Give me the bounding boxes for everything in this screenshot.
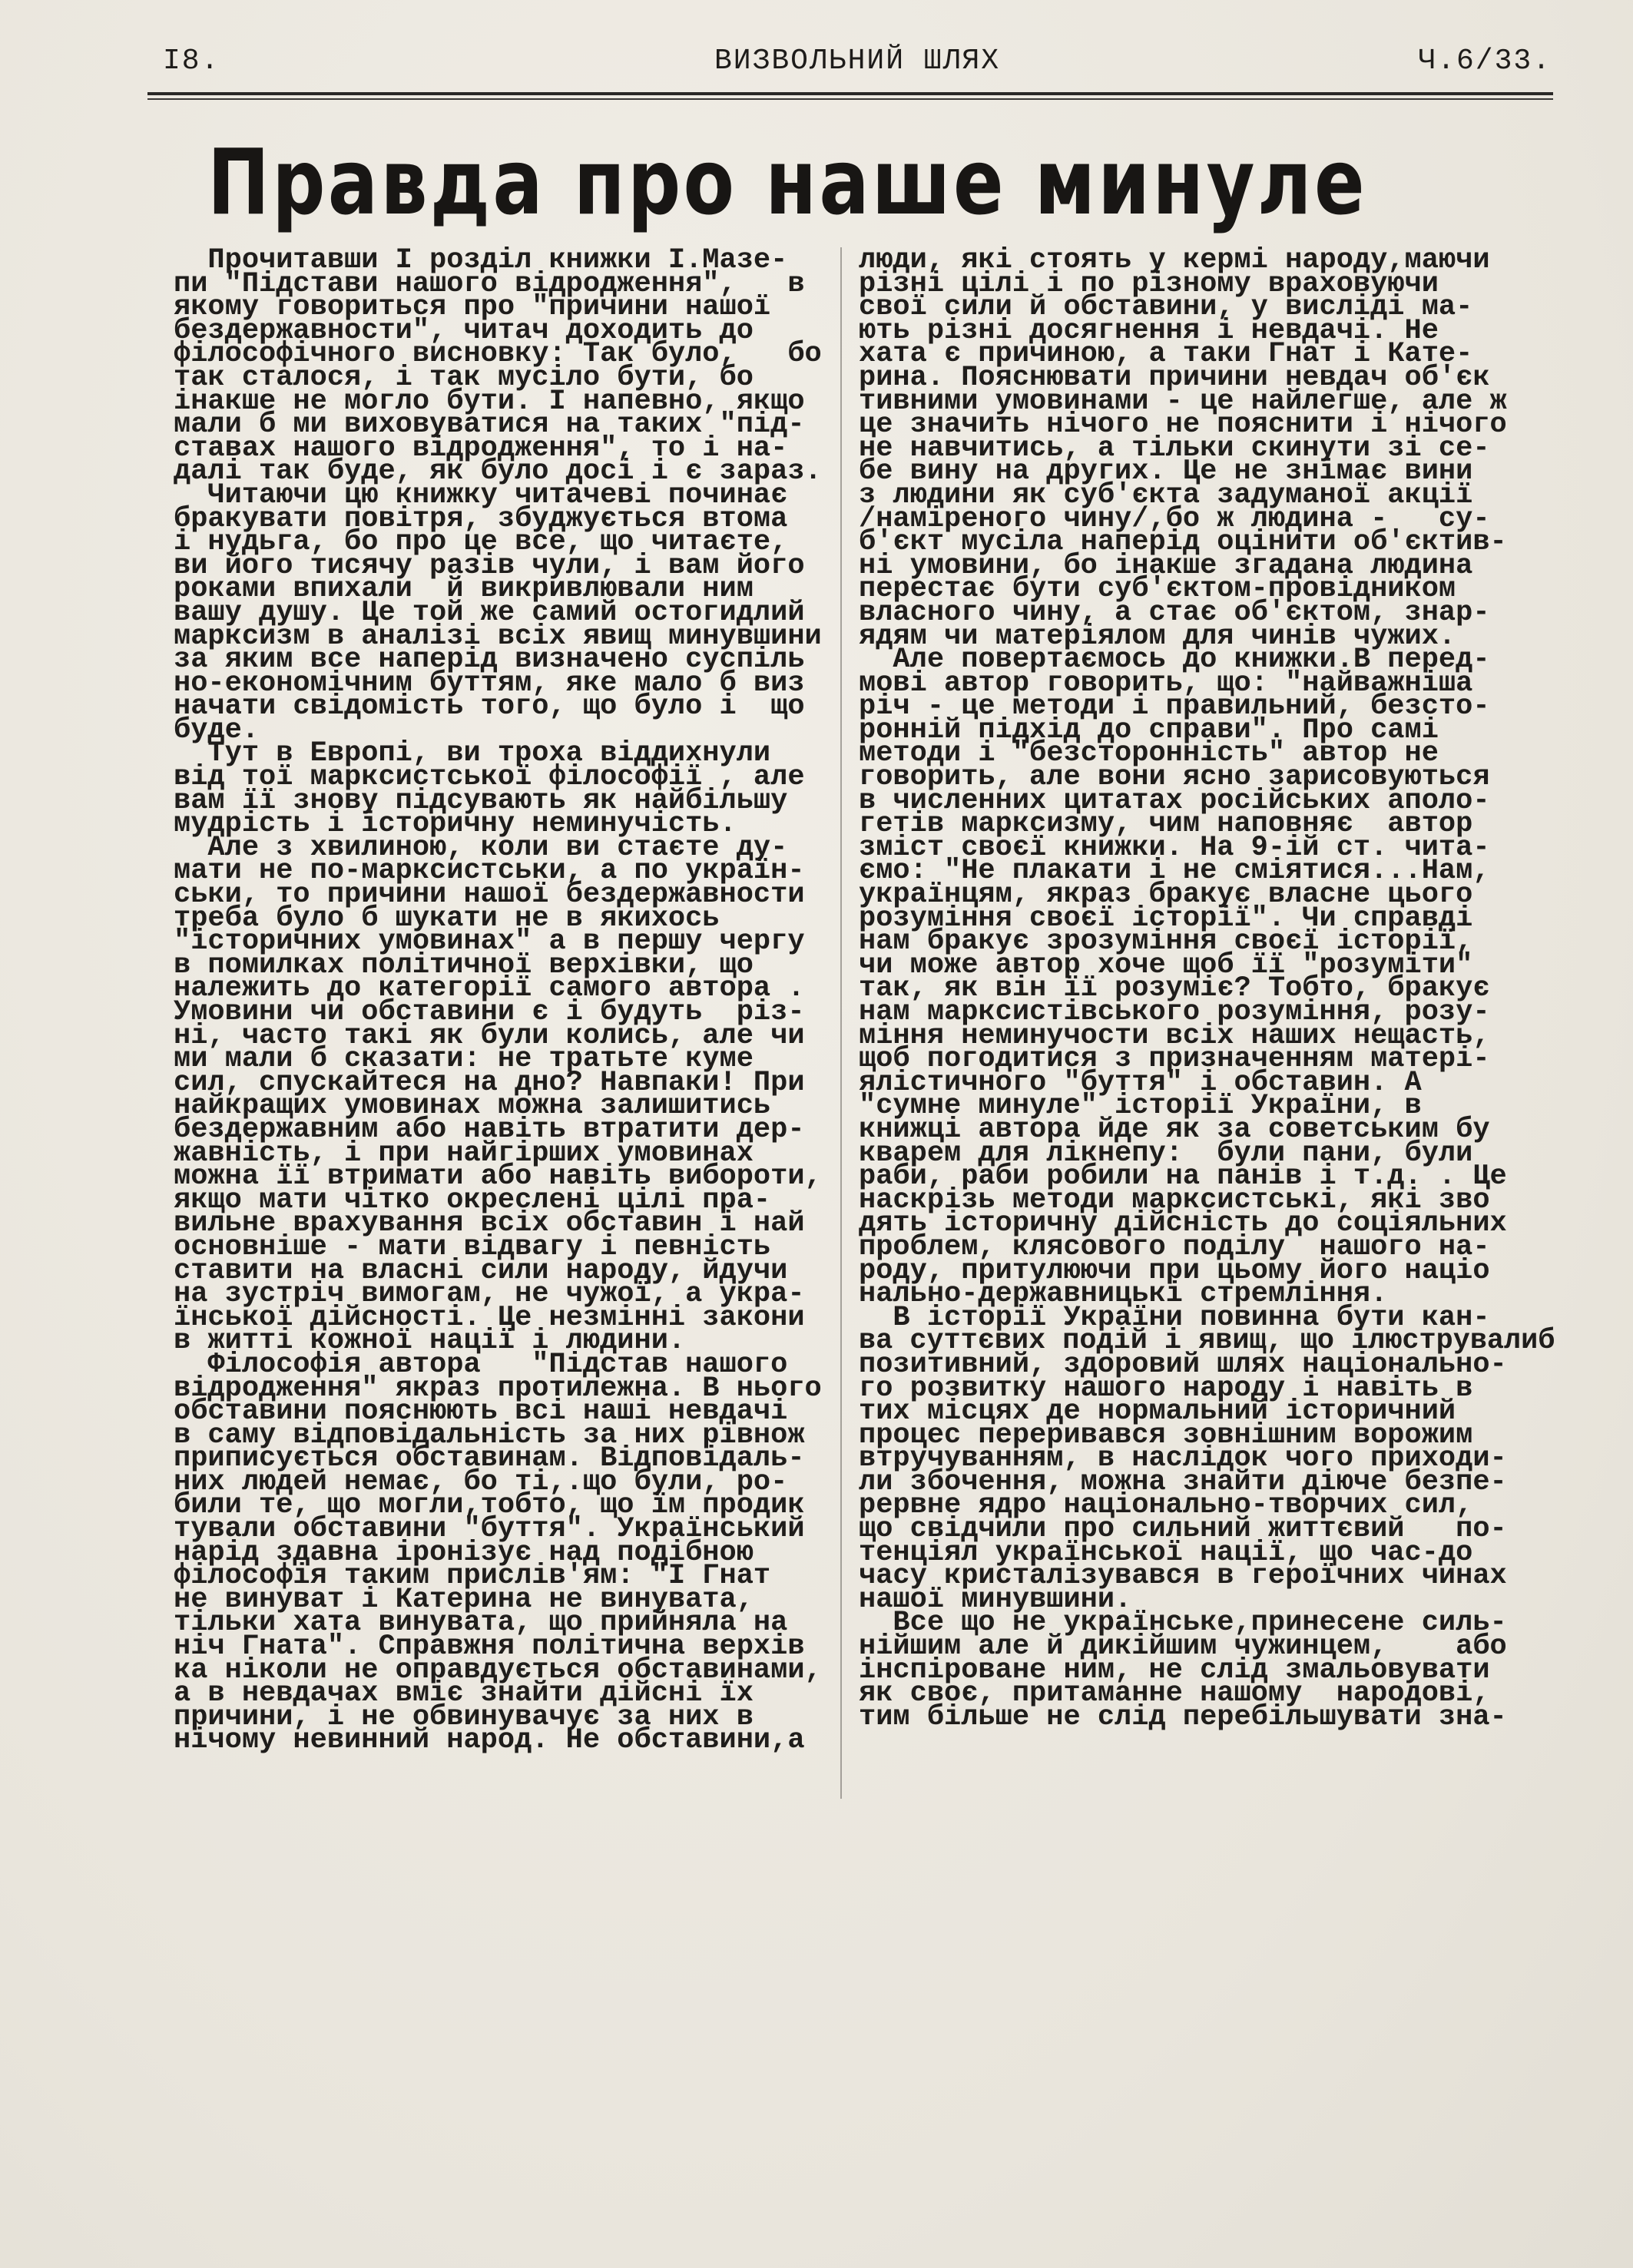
text-line: Умовини чи обставини є і будуть різ-: [174, 996, 805, 1028]
text-line: за яким все наперід визначено суспіль: [174, 644, 805, 677]
text-line: це значить нічого не пояснити і нічого: [859, 409, 1507, 442]
text-line: нам бракує зрозуміння своєї історії,: [859, 925, 1473, 959]
text-line: з людини як суб'єкта задуманої акції: [859, 478, 1473, 512]
text-line: свої сили й обставини, у висліді ма-: [859, 291, 1473, 324]
text-line: перестає бути суб'єктом-провідником: [859, 573, 1456, 606]
text-line: б'єкт мусіла наперід оцінити об'єктив-: [859, 526, 1507, 559]
text-line: тували обставини "буття". Український: [174, 1513, 805, 1546]
text-line: українцям, якраз бракує власне цього: [859, 879, 1473, 912]
text-line: нально-державницькі стремління.: [859, 1278, 1388, 1311]
text-line: різні цілі і по різному враховуючи: [859, 267, 1439, 300]
text-line: в саму відповідальність за них рівнож: [174, 1419, 805, 1452]
text-line: часу кристалізувався в героїчних чинах: [859, 1560, 1507, 1593]
text-line: Все що не українське,принесене силь-: [859, 1607, 1507, 1640]
text-line: Тут в Европі, ви троха віддихнули: [174, 737, 771, 770]
text-line: дять історичну дійсність до соціяльних: [859, 1207, 1507, 1240]
text-line: зміст своєї книжки. На 9-ій ст. чита-: [859, 831, 1490, 864]
text-line: тих місцях де нормальний історичний: [859, 1396, 1456, 1429]
header-rule: [147, 92, 1553, 95]
text-line: що свідчили про сильний життєвий по-: [859, 1513, 1507, 1546]
text-line: марксизм в аналізі всіх явищ минувшини: [174, 620, 822, 653]
text-line: начати свідомість того, що було і що: [174, 690, 805, 723]
text-line: належить до категорії самого автора .: [174, 972, 805, 1005]
text-line: ставах нашого відродження", то і на-: [174, 432, 788, 465]
text-line: Філософія автора "Підстав нашого: [174, 1348, 788, 1381]
text-line: відродження" якраз протилежна. В нього: [174, 1372, 822, 1405]
page-header: [163, 40, 1552, 86]
journal-name: ВИЗВОЛЬНИЙ ШЛЯХ: [714, 45, 1001, 78]
text-line: як своє, притаманне нашому народові,: [859, 1677, 1490, 1710]
text-line: мові автор говорить, що: "найважніша: [859, 667, 1473, 700]
article-title: Правда про наше минуле: [207, 129, 1367, 235]
text-line: ми мали б сказати: не тратьте куме: [174, 1043, 754, 1076]
text-line: річ - це методи і правильний, безсто-: [859, 690, 1490, 723]
text-line: "історичних умовинах" а в першу чергу: [174, 925, 805, 959]
text-line: на зустріч вимогам, не чужої, а укра-: [174, 1278, 805, 1311]
text-line: наскрізь методи марксистські, які зво: [859, 1184, 1490, 1217]
text-line: рина. Пояснювати причини невдач об'єк: [859, 361, 1490, 394]
text-line: говорить, але вони ясно зарисовуються: [859, 761, 1490, 794]
header-rule-secondary: [147, 98, 1553, 100]
text-line: вашу душу. Це той же самий остогидлий: [174, 596, 805, 629]
text-line: обставини пояснюють всі наші невдачі: [174, 1396, 788, 1429]
text-line: ніч Гната". Справжня політична верхів: [174, 1631, 805, 1664]
text-line: методи і "безсторонність" автор не: [859, 737, 1439, 770]
text-line: Але повертаємось до книжки.В перед-: [859, 644, 1490, 677]
text-line: в численних цитатах російських аполо-: [859, 784, 1490, 817]
text-line: ставити на власні сили народу, йдучи: [174, 1254, 788, 1287]
text-line: в помилках політичної верхівки, що: [174, 949, 754, 982]
text-line: філософія таким прислів'ям: "І Гнат: [174, 1560, 771, 1593]
text-line: буде.: [174, 714, 260, 747]
text-line: інакше не могло бути. І напевно, якщо: [174, 385, 805, 418]
text-line: від тої марксистської філософії , але: [174, 761, 805, 794]
text-line: них людей немає, бо ті,.що були, ро-: [174, 1465, 788, 1498]
text-line: найкращих умовинах можна залишитись: [174, 1090, 771, 1123]
text-line: щоб погодитися з призначенням матері-: [859, 1043, 1490, 1076]
text-line: не винуват і Катерина не винувата,: [174, 1583, 754, 1616]
text-line: хата є причиною, а таки Гнат і Кате-: [859, 338, 1473, 371]
text-line: тивними умовинами - це найлегше, але ж: [859, 385, 1507, 418]
text-line: били те, що могли,тобто, що їм продик: [174, 1489, 805, 1522]
text-line: В історії України повинна бути кан-: [859, 1301, 1490, 1334]
text-line: "сумне минуле" історії України, в: [859, 1090, 1422, 1123]
issue-number: Ч.6/33.: [1418, 45, 1552, 78]
text-line: раби, раби робили на панів і т.д. . Це: [859, 1160, 1507, 1194]
text-line: проблем, клясового поділу нашого на-: [859, 1230, 1490, 1263]
text-line: їнської дійсності. Це незмінні закони: [174, 1301, 805, 1334]
text-line: причини, і не обвинувачує за них в: [174, 1700, 754, 1733]
text-line: втручуванням, в наслідок чого приходи-: [859, 1442, 1507, 1475]
text-line: мали б ми виховуватися на таких "під-: [174, 409, 805, 442]
text-line: пи "Підстави нашого відродження", в: [174, 267, 805, 300]
text-line: чи може автор хоче щоб її "розуміти": [859, 949, 1473, 982]
text-line: люди, які стоять у кермі народу,маючи: [859, 244, 1490, 276]
text-line: сил, спускайтеся на дно? Навпаки! При: [174, 1066, 805, 1099]
text-line: /наміреного чину/,бо ж людина - су-: [859, 502, 1490, 535]
text-line: тенціял української нації, що час-до: [859, 1536, 1473, 1569]
text-line: го розвитку нашого народу і навіть в: [859, 1372, 1473, 1405]
page-number: I8.: [163, 45, 220, 78]
text-line: гетів марксизму, чим наповняє автор: [859, 808, 1473, 841]
text-line: книжці автора йде як за советським бу: [859, 1113, 1490, 1146]
text-line: так сталося, і так мусіло бути, бо: [174, 361, 754, 394]
text-line: роду, притулюючи при цьому його націо: [859, 1254, 1490, 1287]
text-line: тим більше не слід перебільшувати зна-: [859, 1700, 1507, 1733]
text-line: в житті кожної нації і людини.: [174, 1325, 686, 1358]
text-line: ви його тисячу разів чули, і вам його: [174, 549, 805, 582]
text-column-right: [859, 244, 1555, 1733]
text-line: не навчитись, а тільки скинути зі се-: [859, 432, 1490, 465]
text-line: бе вину на других. Це не знімає вини: [859, 455, 1473, 488]
text-line: ли збочення, можна знайти діюче безпе-: [859, 1465, 1507, 1498]
text-line: далі так буде, як було досі і є зараз.: [174, 455, 822, 488]
text-line: ні, часто такі як були колись, але чи: [174, 1019, 805, 1052]
text-line: рервне ядро національно-творчих сил,: [859, 1489, 1473, 1522]
text-line: Прочитавши І розділ книжки І.Мазе-: [174, 244, 788, 276]
text-line: ні умовини, бо інакше згадана людина: [859, 549, 1473, 582]
text-line: приписується обставинам. Відповідаль-: [174, 1442, 805, 1475]
text-line: так, як він її розуміє? Тобто, бракує: [859, 972, 1490, 1005]
text-line: розуміння своєї історії". Чи справді: [859, 902, 1473, 935]
text-line: жавність, і при найгірших умовинах: [174, 1137, 754, 1170]
text-line: бездержавности", читач доходить до: [174, 314, 754, 347]
text-line: якщо мати чітко окреслені цілі пра-: [174, 1184, 771, 1217]
text-line: власного чину, а стає об'єктом, знар-: [859, 596, 1490, 629]
text-line: філософічного висновку: Так було, бо: [174, 338, 822, 371]
text-line: мати не по-марксистськи, а по україн-: [174, 855, 805, 888]
text-line: нійшим але й дикійшим чужинцем, або: [859, 1631, 1507, 1664]
text-line: мудрість і історичну неминучість.: [174, 808, 737, 841]
text-line: ва суттєвих подій і явищ, що ілюструвалиб: [859, 1325, 1555, 1358]
text-line: кварем для лікнепу: були пани, були: [859, 1137, 1473, 1170]
column-divider: [840, 247, 842, 1799]
text-line: ядям чи матеріялом для чинів чужих.: [859, 620, 1456, 653]
text-column-left: [174, 244, 850, 1757]
text-line: вильне врахування всіх обставин і най: [174, 1207, 805, 1240]
text-line: бездержавним або навіть втратити дер-: [174, 1113, 805, 1146]
text-line: і нудьга, бо про це все, що читаєте,: [174, 526, 788, 559]
text-line: нам марксистівського розуміння, розу-: [859, 996, 1490, 1028]
text-line: позитивний, здоровий шлях національно-: [859, 1348, 1507, 1381]
text-line: нічому невинний народ. Не обставини,а: [174, 1724, 805, 1757]
text-line: якому говориться про "причини нашої: [174, 291, 771, 324]
text-line: ють різні досягнення і невдачі. Не: [859, 314, 1439, 347]
text-line: а в невдачах вміє знайти дійсні їх: [174, 1677, 754, 1710]
text-line: треба було б шукати не в якихось: [174, 902, 720, 935]
text-line: нашої минувшини.: [859, 1583, 1132, 1616]
text-line: міння неминучости всіх наших нещасть,: [859, 1019, 1490, 1052]
text-line: но-економічним буттям, яке мало б виз: [174, 667, 805, 700]
text-line: ємо: "Не плакати і не сміятися...Нам,: [859, 855, 1490, 888]
text-line: ка ніколи не оправдується обставинами,: [174, 1654, 822, 1687]
text-line: ялістичного "буття" і обставин. А: [859, 1066, 1422, 1099]
text-line: роками впихали й викривлювали ним: [174, 573, 754, 606]
text-line: Читаючи цю книжку читачеві починає: [174, 478, 788, 512]
text-line: інспіроване ним, не слід змальовувати: [859, 1654, 1490, 1687]
text-line: основніше - мати відвагу і певність: [174, 1230, 771, 1263]
text-line: ськи, то причини нашої бездержавности: [174, 879, 805, 912]
text-line: Але з хвилиною, коли ви стаєте ду-: [174, 831, 788, 864]
text-line: нарід здавна іронізує над подібною: [174, 1536, 754, 1569]
text-line: тільки хата винувата, що прийняла на: [174, 1607, 788, 1640]
text-line: вам її знову підсувають як найбільшу: [174, 784, 788, 817]
text-line: процес переривався зовнішним ворожим: [859, 1419, 1473, 1452]
text-line: бракувати повітря, збуджується втома: [174, 502, 788, 535]
text-line: можна її втримати або навіть вибороти,: [174, 1160, 822, 1194]
text-line: ронній підхід до справи". Про самі: [859, 714, 1439, 747]
